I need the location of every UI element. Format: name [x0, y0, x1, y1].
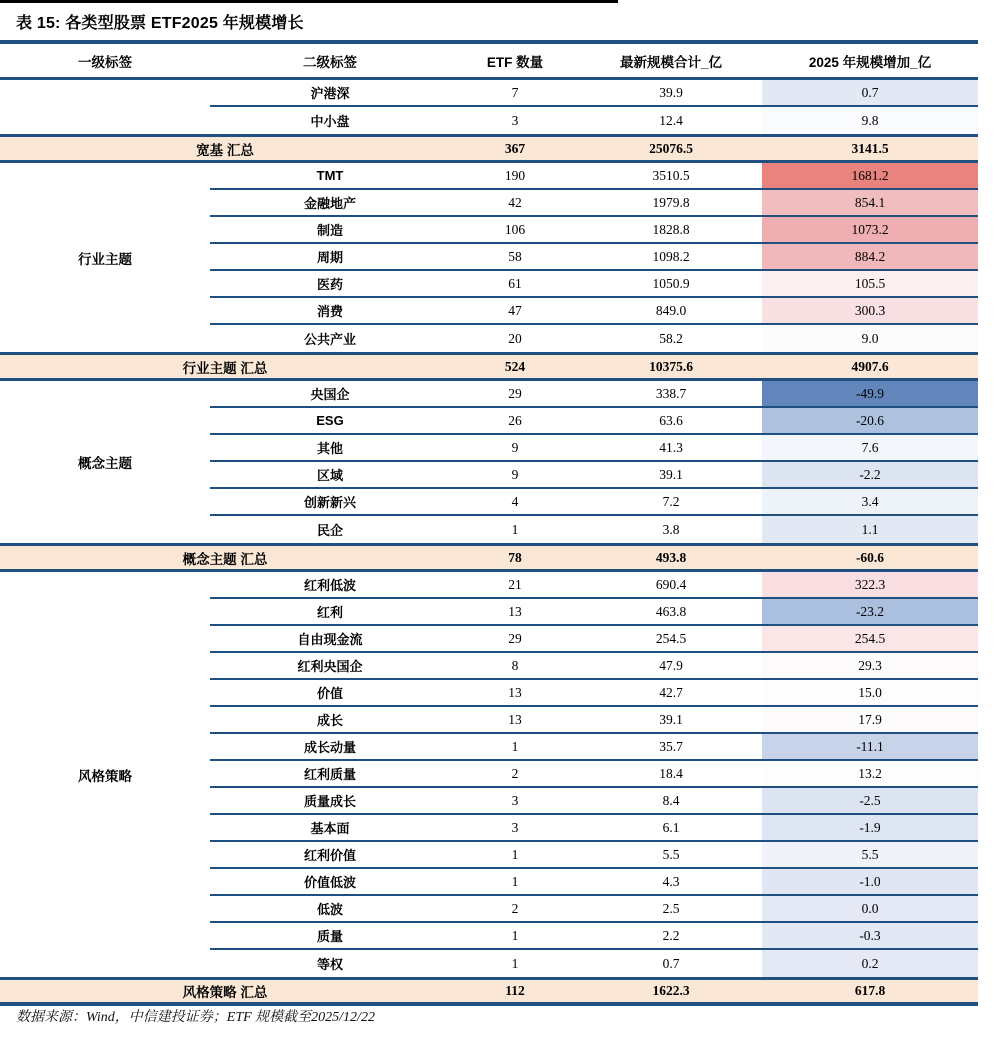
row-etf-count: 7 [511, 84, 519, 100]
summary-label: 风格策略 汇总 [182, 985, 268, 1000]
row-2025-increase: 254.5 [762, 626, 978, 651]
row-level2-label: 成长 [316, 713, 343, 728]
row-etf-count: 3 [511, 112, 519, 128]
table-row [210, 923, 978, 950]
top-black-rule [0, 0, 618, 3]
row-etf-count: 21 [508, 576, 522, 592]
row-latest-scale: 3.8 [662, 521, 680, 537]
row-etf-count: 9 [511, 439, 519, 455]
row-latest-scale: 12.4 [659, 112, 683, 128]
row-latest-scale: 6.1 [662, 819, 680, 835]
row-etf-count: 1 [511, 846, 519, 862]
row-level2-label: 周期 [316, 250, 343, 265]
header-level2-label: 二级标签 [303, 54, 357, 70]
row-2025-increase: 105.5 [762, 271, 978, 296]
table-row [210, 107, 978, 134]
row-2025-increase: -1.9 [762, 815, 978, 840]
table-row [210, 842, 978, 869]
row-level2-label: 低波 [316, 902, 343, 917]
table-row [210, 435, 978, 462]
row-etf-count: 2 [511, 900, 519, 916]
summary-label: 概念主题 汇总 [182, 551, 268, 567]
table-row [210, 381, 978, 408]
row-latest-scale: 7.2 [662, 493, 680, 509]
table-row [210, 325, 978, 352]
table-row [210, 869, 978, 896]
summary-2025-increase: 3141.5 [851, 140, 889, 156]
table-section [0, 80, 978, 134]
row-2025-increase: 9.0 [762, 325, 978, 352]
row-latest-scale: 47.9 [659, 657, 683, 673]
summary-latest-scale: 25076.5 [649, 140, 693, 156]
row-2025-increase: 13.2 [762, 761, 978, 786]
row-2025-increase: 854.1 [762, 190, 978, 215]
table-section [0, 381, 978, 543]
row-2025-increase: 0.7 [762, 80, 978, 105]
table-row [210, 896, 978, 923]
row-latest-scale: 338.7 [655, 385, 687, 401]
row-etf-count: 3 [511, 792, 519, 808]
table-row [210, 653, 978, 680]
row-latest-scale: 39.1 [659, 711, 683, 727]
row-latest-scale: 41.3 [659, 439, 683, 455]
row-level2-label: 自由现金流 [297, 632, 363, 647]
header-level1-label: 一级标签 [78, 54, 132, 70]
row-etf-count: 190 [504, 167, 526, 183]
table-row [210, 408, 978, 435]
row-level2-label: 质量 [316, 929, 343, 944]
table-title: 表 15: 各类型股票 ETF2025 年规模增长 [16, 15, 304, 32]
row-2025-increase: 5.5 [762, 842, 978, 867]
row-latest-scale: 18.4 [659, 765, 683, 781]
row-etf-count: 1 [511, 955, 519, 971]
summary-latest-scale: 1622.3 [652, 983, 690, 998]
table-row [210, 217, 978, 244]
summary-etf-count: 367 [504, 140, 526, 156]
table-row [210, 462, 978, 489]
table-section [0, 163, 978, 352]
row-2025-increase: 1.1 [762, 516, 978, 543]
row-2025-increase: 1073.2 [762, 217, 978, 242]
row-level2-label: 创新新兴 [303, 495, 356, 510]
row-latest-scale: 39.1 [659, 466, 683, 482]
table-row [210, 626, 978, 653]
summary-row [0, 352, 978, 381]
header-2025-increase: 2025 年规模增加_亿 [808, 54, 932, 70]
row-etf-count: 42 [508, 194, 522, 210]
row-level2-label: 基本面 [310, 821, 350, 836]
row-level2-label: 等权 [316, 957, 343, 972]
row-level2-label: 消费 [316, 304, 343, 319]
summary-latest-scale: 493.8 [655, 549, 687, 565]
summary-etf-count: 524 [504, 358, 526, 374]
summary-label: 宽基 汇总 [196, 142, 254, 158]
summary-latest-scale: 10375.6 [649, 358, 693, 374]
row-etf-count: 9 [511, 466, 519, 482]
etf-scale-growth-table [0, 40, 978, 1006]
row-etf-count: 1 [511, 927, 519, 943]
row-level2-label: 医药 [316, 277, 343, 292]
row-etf-count: 13 [508, 603, 522, 619]
row-etf-count: 29 [508, 630, 522, 646]
row-latest-scale: 5.5 [662, 846, 680, 862]
row-latest-scale: 39.9 [659, 84, 683, 100]
row-etf-count: 13 [508, 684, 522, 700]
row-etf-count: 106 [504, 221, 526, 237]
summary-row [0, 134, 978, 163]
row-etf-count: 2 [511, 765, 519, 781]
row-2025-increase: -0.3 [762, 923, 978, 948]
row-2025-increase: 17.9 [762, 707, 978, 732]
row-latest-scale: 0.7 [662, 955, 680, 971]
summary-etf-count: 78 [508, 549, 522, 565]
section-rows [210, 163, 978, 352]
row-latest-scale: 2.2 [662, 927, 680, 943]
row-latest-scale: 690.4 [655, 576, 687, 592]
row-etf-count: 58 [508, 248, 522, 264]
row-2025-increase: 0.0 [762, 896, 978, 921]
row-2025-increase: 9.8 [762, 107, 978, 134]
row-etf-count: 13 [508, 711, 522, 727]
table-row [210, 271, 978, 298]
row-level2-label: 公共产业 [303, 332, 356, 347]
header-latest-scale: 最新规模合计_亿 [619, 54, 722, 70]
row-level2-label: 中小盘 [310, 114, 350, 129]
row-2025-increase: -23.2 [762, 599, 978, 624]
row-2025-increase: -2.2 [762, 462, 978, 487]
row-level2-label: 民企 [316, 523, 343, 538]
row-level2-label: 区域 [316, 468, 343, 483]
row-level2-label: 金融地产 [303, 196, 356, 211]
row-etf-count: 29 [508, 385, 522, 401]
row-etf-count: 3 [511, 819, 519, 835]
table-row [210, 734, 978, 761]
table-row [210, 680, 978, 707]
table-row [210, 815, 978, 842]
row-level2-label: TMT [316, 168, 344, 183]
row-etf-count: 26 [508, 412, 522, 428]
row-2025-increase: 0.2 [762, 950, 978, 977]
row-level2-label: 红利 [316, 605, 343, 620]
row-2025-increase: 15.0 [762, 680, 978, 705]
row-level2-label: 红利低波 [303, 578, 356, 593]
row-latest-scale: 8.4 [662, 792, 680, 808]
row-2025-increase: 29.3 [762, 653, 978, 678]
table-row [210, 516, 978, 543]
row-level2-label: 成长动量 [303, 740, 356, 755]
row-latest-scale: 1979.8 [652, 194, 690, 210]
row-latest-scale: 254.5 [655, 630, 687, 646]
table-row [210, 950, 978, 977]
table-row [210, 572, 978, 599]
summary-label: 行业主题 汇总 [182, 360, 268, 376]
level1-label: 风格策略 [78, 768, 132, 784]
row-latest-scale: 1828.8 [652, 221, 690, 237]
row-level2-label: 其他 [316, 441, 343, 456]
table-row [210, 788, 978, 815]
row-etf-count: 20 [508, 330, 522, 346]
row-latest-scale: 2.5 [662, 900, 680, 916]
table-row [210, 163, 978, 190]
row-level2-label: 红利央国企 [297, 659, 363, 674]
section-rows [210, 381, 978, 543]
row-latest-scale: 1050.9 [652, 275, 690, 291]
section-rows [210, 80, 978, 134]
table-header-row [0, 44, 978, 80]
table-row [210, 761, 978, 788]
row-latest-scale: 58.2 [659, 330, 683, 346]
summary-2025-increase: 617.8 [854, 983, 886, 998]
summary-2025-increase: -60.6 [855, 549, 885, 565]
row-level2-label: 制造 [316, 223, 343, 238]
row-level2-label: 沪港深 [310, 86, 350, 101]
table-row [210, 244, 978, 271]
row-latest-scale: 849.0 [655, 302, 687, 318]
table-row [210, 489, 978, 516]
row-level2-label: ESG [316, 413, 344, 428]
row-2025-increase: 300.3 [762, 298, 978, 323]
row-level2-label: 央国企 [310, 387, 350, 402]
level1-label: 概念主题 [78, 456, 132, 471]
row-latest-scale: 42.7 [659, 684, 683, 700]
row-etf-count: 47 [508, 302, 522, 318]
row-latest-scale: 35.7 [659, 738, 683, 754]
row-2025-increase: 3.4 [762, 489, 978, 514]
row-level2-label: 质量成长 [303, 794, 356, 809]
row-level2-label: 价值低波 [303, 875, 356, 890]
row-latest-scale: 63.6 [659, 412, 683, 428]
row-2025-increase: -1.0 [762, 869, 978, 894]
row-2025-increase: 322.3 [762, 572, 978, 597]
table-body [0, 80, 978, 1006]
row-2025-increase: -49.9 [762, 381, 978, 406]
table-row [210, 707, 978, 734]
row-etf-count: 1 [511, 873, 519, 889]
table-row [210, 599, 978, 626]
row-latest-scale: 463.8 [655, 603, 687, 619]
row-etf-count: 8 [511, 657, 519, 673]
summary-row [0, 543, 978, 572]
row-level2-label: 红利价值 [303, 848, 356, 863]
table-section [0, 572, 978, 977]
row-level2-label: 红利质量 [303, 767, 356, 782]
data-source-note: 数据来源：Wind，中信建投证券；ETF 规模截至2025/12/22 [16, 1010, 375, 1025]
summary-etf-count: 112 [505, 983, 525, 998]
table-row [210, 80, 978, 107]
row-2025-increase: -11.1 [762, 734, 978, 759]
row-2025-increase: -2.5 [762, 788, 978, 813]
section-rows [210, 572, 978, 977]
row-level2-label: 价值 [316, 686, 343, 701]
table-row [210, 298, 978, 325]
level1-label [0, 80, 210, 134]
header-etf-count: ETF 数量 [486, 54, 544, 70]
row-latest-scale: 1098.2 [652, 248, 690, 264]
row-2025-increase: -20.6 [762, 408, 978, 433]
row-etf-count: 1 [511, 521, 519, 537]
row-2025-increase: 884.2 [762, 244, 978, 269]
table-row [210, 190, 978, 217]
row-2025-increase: 1681.2 [762, 163, 978, 188]
row-etf-count: 1 [511, 738, 519, 754]
row-latest-scale: 4.3 [662, 873, 680, 889]
row-etf-count: 61 [508, 275, 522, 291]
row-etf-count: 4 [511, 493, 519, 509]
summary-2025-increase: 4907.6 [851, 358, 889, 374]
row-2025-increase: 7.6 [762, 435, 978, 460]
row-latest-scale: 3510.5 [652, 167, 690, 183]
summary-row [0, 977, 978, 1006]
level1-label: 行业主题 [78, 251, 132, 267]
